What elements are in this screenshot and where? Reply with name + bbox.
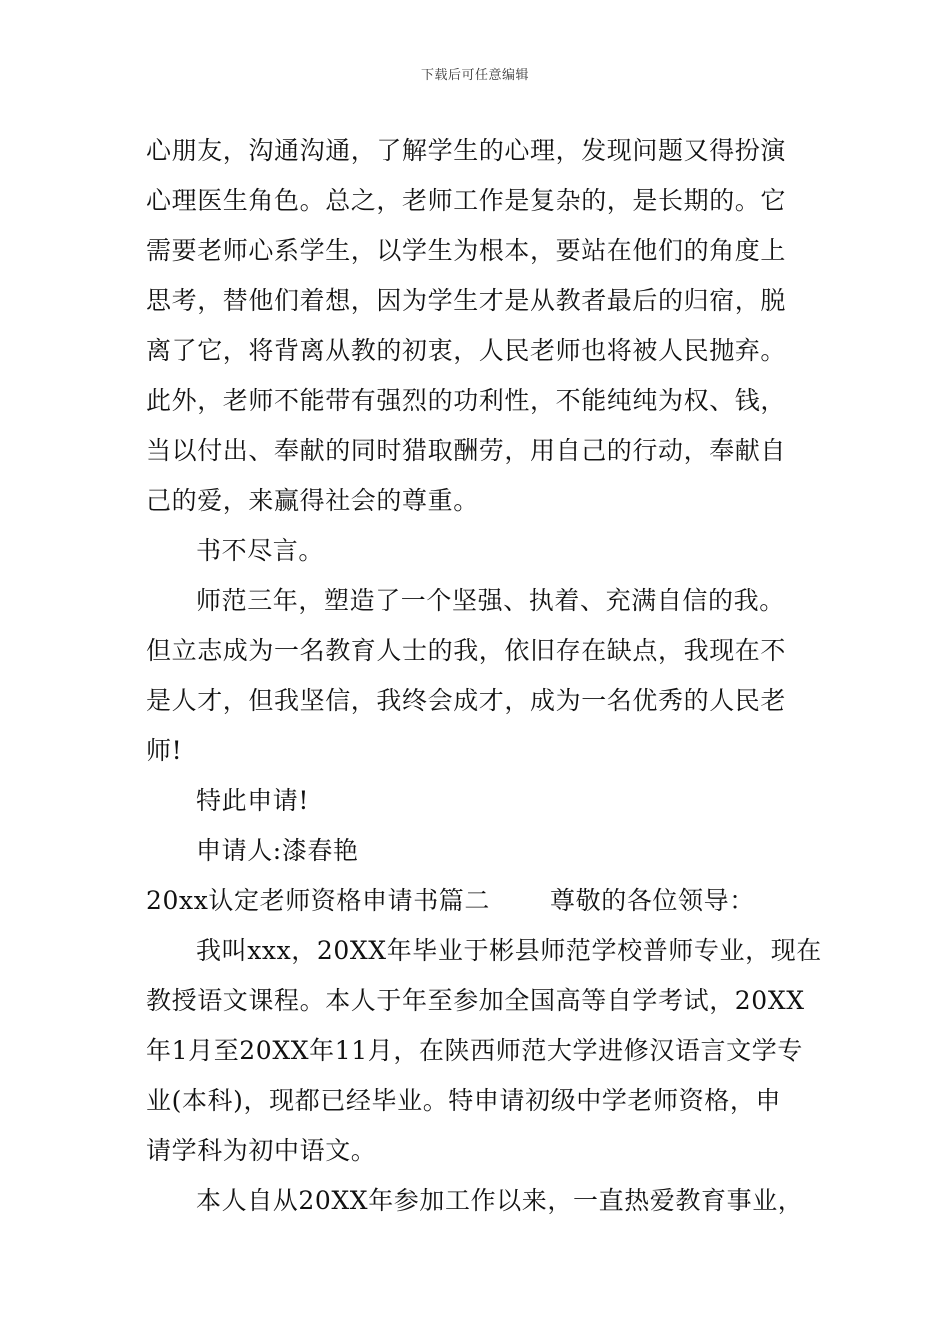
section-heading [146, 876, 814, 926]
section-title: 20xx认定老师资格申请书篇二 [146, 886, 491, 915]
paragraph-line: 此外，老师不能带有强烈的功利性，不能纯纯为权、钱， [146, 386, 787, 415]
paragraph-line: 师! [146, 736, 183, 765]
paragraph-line: 师范三年，塑造了一个坚强、执着、充满自信的我。 [196, 586, 785, 615]
paragraph-line: 我叫xxx，20XX年毕业于彬县师范学校普师专业，现在 [196, 936, 822, 965]
paragraph-line: 教授语文课程。本人于年至参加全国高等自学考试，20XX [146, 986, 805, 1015]
closing-line: 特此申请! [196, 786, 310, 815]
paragraph-line: 本人自从20XX年参加工作以来，一直热爱教育事业， [196, 1186, 804, 1215]
salutation: 尊敬的各位领导： [550, 886, 755, 915]
paragraph-line: 思考，替他们着想，因为学生才是从教者最后的归宿，脱 [146, 286, 787, 315]
paragraph-line: 是人才，但我坚信，我终会成才，成为一名优秀的人民老 [146, 686, 787, 715]
heading-gap [490, 876, 550, 926]
paragraph-line: 年1月至20XX年11月，在陕西师范大学进修汉语言文学专 [146, 1036, 803, 1065]
page-header: 下载后可任意编辑 [420, 68, 529, 83]
paragraph-line: 书不尽言。 [196, 536, 325, 565]
paragraph-line: 己的爱，来赢得社会的尊重。 [146, 486, 479, 515]
paragraph-line: 心理医生角色。总之，老师工作是复杂的，是长期的。它 [146, 186, 787, 215]
paragraph-line: 请学科为初中语文。 [146, 1136, 377, 1165]
paragraph-line: 离了它，将背离从教的初衷，人民老师也将被人民抛弃。 [146, 336, 787, 365]
document-body [146, 126, 822, 1226]
applicant-line: 申请人:漆春艳 [196, 836, 359, 865]
paragraph-line: 业(本科)，现都已经毕业。特申请初级中学老师资格，申 [146, 1086, 782, 1115]
paragraph-line: 但立志成为一名教育人士的我，依旧存在缺点，我现在不 [146, 636, 787, 665]
paragraph-line: 心朋友，沟通沟通，了解学生的心理，发现问题又得扮演 [146, 136, 787, 165]
paragraph-line: 需要老师心系学生，以学生为根本，要站在他们的角度上 [146, 236, 787, 265]
paragraph-line: 当以付出、奉献的同时猎取酬劳，用自己的行动，奉献自 [146, 436, 787, 465]
